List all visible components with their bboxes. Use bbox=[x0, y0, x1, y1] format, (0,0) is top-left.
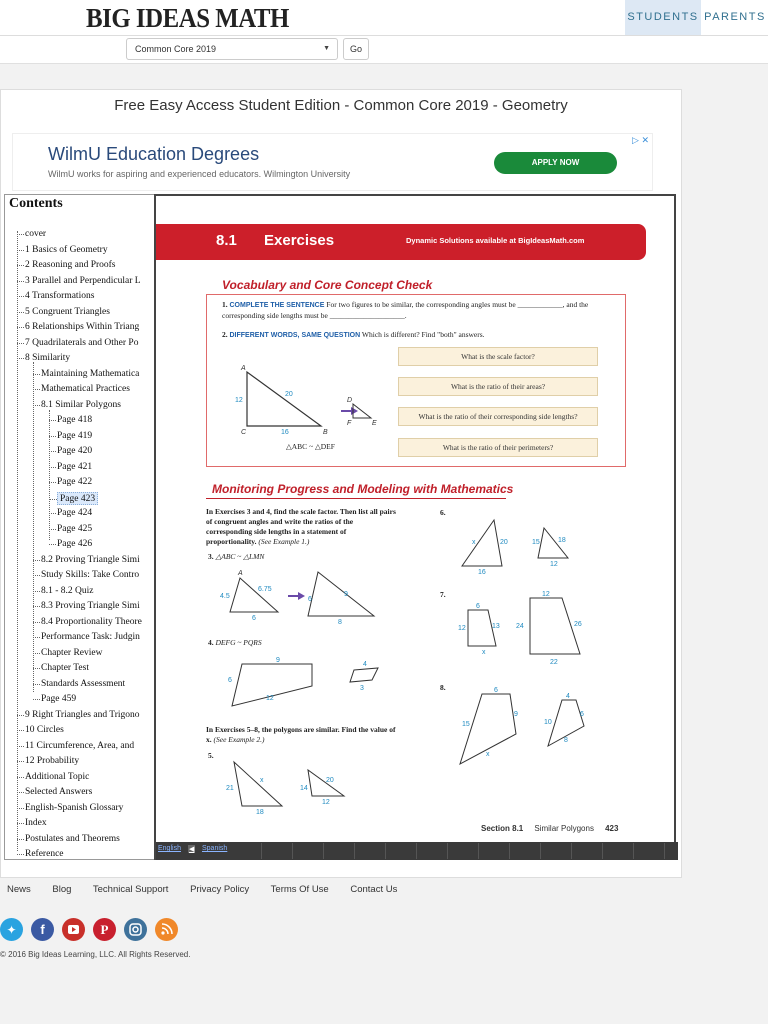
toc-item-label: cover bbox=[25, 229, 47, 239]
adchoices-close-icon[interactable]: ▷ ✕ bbox=[632, 135, 649, 145]
toc-item-label: 7 Quadrilaterals and Other Po bbox=[25, 337, 139, 348]
svg-text:22: 22 bbox=[550, 659, 558, 666]
footer-links bbox=[7, 884, 416, 895]
contents-sidebar[interactable] bbox=[4, 194, 156, 860]
toc-item-label: Page 459 bbox=[41, 694, 77, 704]
svg-text:4: 4 bbox=[566, 693, 570, 700]
toc-item[interactable] bbox=[25, 740, 134, 753]
svg-text:12: 12 bbox=[266, 695, 274, 702]
tree-connector bbox=[17, 746, 24, 747]
answer-box-2: What is the ratio of their areas? bbox=[398, 377, 598, 396]
svg-text:18: 18 bbox=[256, 809, 264, 816]
youtube-icon[interactable] bbox=[62, 918, 85, 941]
svg-text:x: x bbox=[486, 751, 490, 758]
ex3-num: 3. bbox=[208, 552, 214, 561]
toc-item-label: Page 420 bbox=[57, 446, 93, 456]
footer-link-contact[interactable]: Contact Us bbox=[350, 884, 398, 895]
footer-link-news[interactable]: News bbox=[7, 884, 31, 895]
instructions-5-8 bbox=[206, 725, 398, 745]
toolbar-cell[interactable] bbox=[236, 843, 262, 859]
tree-connector bbox=[17, 854, 24, 855]
exercise-8-figure bbox=[452, 686, 602, 776]
twitter-icon[interactable] bbox=[0, 918, 23, 941]
toc-item[interactable] bbox=[41, 585, 94, 598]
toc-item[interactable] bbox=[25, 352, 70, 365]
toc-item-label: Selected Answers bbox=[25, 787, 93, 797]
go-button[interactable]: Go bbox=[343, 38, 369, 60]
toc-item-label: Page 419 bbox=[57, 430, 93, 441]
svg-text:12: 12 bbox=[542, 591, 550, 598]
q2-label: 2. bbox=[222, 330, 228, 339]
tree-connector bbox=[50, 499, 57, 500]
toc-item[interactable] bbox=[57, 461, 92, 474]
toc-item-label: Standards Assessment bbox=[41, 678, 126, 689]
copyright: © 2016 Big Ideas Learning, LLC. All Rights Reserved. bbox=[0, 950, 191, 959]
toc-item-label: Page 426 bbox=[57, 539, 93, 549]
svg-text:4.5: 4.5 bbox=[220, 593, 230, 600]
svg-text:✦: ✦ bbox=[6, 923, 17, 937]
toc-item-label: 11 Circumference, Area, and bbox=[25, 740, 135, 751]
tree-connector bbox=[17, 265, 24, 266]
spanish-link[interactable]: Spanish bbox=[202, 845, 228, 852]
svg-text:13: 13 bbox=[492, 623, 500, 630]
contents-heading: Contents bbox=[9, 196, 63, 211]
svg-text:6: 6 bbox=[308, 596, 312, 603]
svg-text:6: 6 bbox=[228, 677, 232, 684]
tree-connector bbox=[33, 684, 40, 685]
toolbar-cell[interactable] bbox=[391, 843, 417, 859]
page-title: Free Easy Access Student Edition - Common Core 2019 - Geometry bbox=[114, 97, 568, 114]
toc-item-label: Maintaining Mathematica bbox=[41, 368, 140, 379]
svg-text:9: 9 bbox=[514, 711, 518, 718]
tree-connector bbox=[33, 699, 40, 700]
ex3-statement: △ABC ~ △LMN bbox=[215, 552, 265, 561]
svg-text:x: x bbox=[472, 539, 476, 546]
vocab-heading: Vocabulary and Core Concept Check bbox=[222, 278, 433, 292]
exercise-3-label bbox=[208, 552, 264, 562]
tree-connector bbox=[17, 358, 24, 359]
toc-item-label: Page 422 bbox=[57, 477, 93, 487]
tree-connector bbox=[17, 808, 24, 809]
question-1 bbox=[222, 300, 617, 321]
q2-bold: DIFFERENT WORDS, SAME QUESTION bbox=[229, 332, 361, 339]
toc-item[interactable] bbox=[41, 569, 139, 582]
instructions-3-4-ref: (See Example 1.) bbox=[258, 537, 310, 546]
exercise-6-figure bbox=[452, 514, 602, 574]
tree-connector bbox=[17, 250, 24, 251]
tree-connector bbox=[49, 420, 56, 421]
q1-bold: COMPLETE THE SENTENCE bbox=[229, 302, 325, 309]
toc-item-label: 12 Probability bbox=[25, 756, 80, 766]
toolbar-cell[interactable] bbox=[546, 843, 572, 859]
toolbar-cell[interactable] bbox=[608, 843, 634, 859]
nav-students[interactable]: STUDENTS bbox=[625, 0, 701, 35]
toc-item[interactable] bbox=[57, 414, 92, 427]
answer-box-1: What is the scale factor? bbox=[398, 347, 598, 366]
dynamic-solutions-note: Dynamic Solutions available at BigIdeasMath.com bbox=[406, 236, 585, 245]
toc-item[interactable] bbox=[57, 476, 92, 489]
svg-text:8: 8 bbox=[338, 619, 342, 626]
tree-connector bbox=[17, 312, 24, 313]
page-toolbar-strip bbox=[156, 842, 678, 860]
instructions-5-8-text: In Exercises 5–8, the polygons are similar. Find the value of x. bbox=[206, 725, 396, 744]
footer-link-support[interactable]: Technical Support bbox=[92, 884, 169, 895]
toolbar-cell[interactable] bbox=[639, 843, 665, 859]
instructions-5-8-ref: (See Example 2.) bbox=[213, 735, 265, 744]
chevron-down-icon: ▼ bbox=[323, 45, 330, 52]
svg-text:C: C bbox=[241, 429, 247, 436]
tree-connector bbox=[49, 544, 56, 545]
monitoring-heading: Monitoring Progress and Modeling with Mathematics bbox=[212, 482, 514, 496]
svg-text:14: 14 bbox=[300, 785, 308, 792]
textbook-page bbox=[154, 194, 676, 860]
exercise-7-figure bbox=[452, 591, 602, 666]
toc-item-label: 3 Parallel and Perpendicular L bbox=[25, 275, 141, 286]
toc-item-label: Reference bbox=[25, 849, 64, 859]
toc-item-label: 6 Relationships Within Triang bbox=[25, 322, 140, 332]
tree-connector bbox=[17, 761, 24, 762]
toc-item-label: Page 424 bbox=[57, 508, 93, 518]
ad-title[interactable]: WilmU Education Degrees bbox=[48, 144, 260, 164]
toc-item-label: Chapter Test bbox=[41, 663, 89, 673]
instructions-3-4 bbox=[206, 507, 398, 547]
tree-line bbox=[33, 362, 34, 692]
tree-connector bbox=[17, 715, 24, 716]
toc-item-label: Page 423 bbox=[60, 493, 96, 504]
svg-text:20: 20 bbox=[326, 777, 334, 784]
exercise-3-figure bbox=[216, 566, 386, 626]
exercise-7-label: 7. bbox=[440, 590, 446, 599]
svg-text:16: 16 bbox=[281, 429, 289, 436]
tree-connector bbox=[17, 343, 24, 344]
tree-connector bbox=[33, 591, 40, 592]
question-2 bbox=[222, 330, 617, 341]
toc-item-label: Chapter Review bbox=[41, 647, 103, 658]
toc-item-label: Page 425 bbox=[57, 523, 93, 534]
rss-icon[interactable] bbox=[155, 918, 178, 941]
toc-item-label: Mathematical Practices bbox=[41, 384, 130, 394]
tree-connector bbox=[49, 513, 56, 514]
toc-item-label: 9 Right Triangles and Trigono bbox=[25, 709, 140, 720]
toolbar-cell[interactable] bbox=[484, 843, 510, 859]
svg-text:P: P bbox=[100, 922, 109, 937]
toc-item-label: 8.2 Proving Triangle Simi bbox=[41, 554, 140, 565]
tree-connector bbox=[49, 436, 56, 437]
tree-connector bbox=[33, 606, 40, 607]
toc-item[interactable] bbox=[25, 709, 140, 722]
svg-text:x: x bbox=[260, 777, 264, 784]
footer-link-blog[interactable]: Blog bbox=[52, 884, 72, 895]
svg-text:A: A bbox=[238, 570, 243, 577]
toc-item-label: Study Skills: Take Contro bbox=[41, 570, 140, 580]
edition-select-bar bbox=[0, 36, 768, 64]
section-title: Exercises bbox=[264, 232, 335, 249]
tree-connector bbox=[33, 560, 40, 561]
exercise-5-figure bbox=[222, 756, 362, 816]
svg-text:x: x bbox=[482, 649, 486, 656]
ad-banner[interactable] bbox=[12, 133, 653, 191]
toc-item-label: 1 Basics of Geometry bbox=[25, 244, 108, 255]
toc-item[interactable] bbox=[25, 786, 92, 799]
pinterest-icon[interactable] bbox=[93, 918, 116, 941]
tree-connector bbox=[17, 823, 24, 824]
toc-item[interactable] bbox=[25, 817, 47, 830]
exercise-8-label: 8. bbox=[440, 683, 446, 692]
svg-text:f: f bbox=[40, 922, 45, 937]
toc-item-label: 8.1 - 8.2 Quiz bbox=[41, 585, 94, 596]
ex4-statement: DEFG ~ PQRS bbox=[215, 638, 262, 647]
toc-item-label: 8.3 Proving Triangle Simi bbox=[41, 601, 140, 611]
svg-text:E: E bbox=[372, 420, 377, 427]
site-logo[interactable]: BIG IDEAS MATH bbox=[86, 3, 289, 33]
svg-text:12: 12 bbox=[458, 625, 466, 632]
toolbar-cell[interactable] bbox=[329, 843, 355, 859]
exercise-6-label: 6. bbox=[440, 508, 446, 517]
exercise-4-figure bbox=[226, 654, 396, 714]
toc-item[interactable] bbox=[57, 445, 92, 458]
tree-connector bbox=[33, 668, 40, 669]
toc-item[interactable] bbox=[25, 802, 123, 815]
tree-line bbox=[49, 410, 50, 540]
q2-text: Which is different? Find "both" answers. bbox=[361, 330, 485, 339]
toc-item-label: Page 418 bbox=[57, 415, 93, 425]
toc-item[interactable] bbox=[41, 662, 89, 675]
ad-subtitle: WilmU works for aspiring and experienced educators. Wilmington University bbox=[48, 169, 351, 179]
toc-item-label: English-Spanish Glossary bbox=[25, 802, 124, 813]
svg-text:8: 8 bbox=[564, 737, 568, 744]
footer-section: Section 8.1 bbox=[481, 824, 524, 833]
toc-item[interactable] bbox=[25, 259, 116, 272]
page-footer bbox=[481, 824, 618, 833]
speaker-icon[interactable]: ◀ bbox=[189, 846, 195, 853]
q1-label: 1. bbox=[222, 300, 228, 309]
tree-connector bbox=[33, 622, 40, 623]
svg-text:12: 12 bbox=[550, 561, 558, 568]
svg-text:16: 16 bbox=[478, 569, 486, 576]
facebook-icon[interactable] bbox=[31, 918, 54, 941]
footer-title: Similar Polygons bbox=[534, 824, 594, 833]
svg-text:6.75: 6.75 bbox=[258, 586, 272, 593]
svg-text:12: 12 bbox=[235, 397, 243, 404]
svg-text:20: 20 bbox=[500, 539, 508, 546]
english-link[interactable]: English bbox=[158, 845, 181, 852]
toolbar-cell[interactable] bbox=[267, 843, 293, 859]
tree-connector bbox=[49, 451, 56, 452]
tree-line bbox=[17, 231, 18, 851]
tree-connector bbox=[49, 529, 56, 530]
toc-item[interactable] bbox=[25, 724, 64, 737]
ex4-num: 4. bbox=[208, 638, 214, 647]
answer-box-4: What is the ratio of their perimeters? bbox=[398, 438, 598, 457]
svg-text:6: 6 bbox=[580, 711, 584, 718]
toc-item[interactable] bbox=[25, 244, 108, 257]
toc-item-label: 10 Circles bbox=[25, 725, 64, 735]
svg-text:15: 15 bbox=[462, 721, 470, 728]
svg-text:4: 4 bbox=[363, 661, 367, 668]
tree-connector bbox=[17, 839, 24, 840]
tree-connector bbox=[49, 482, 56, 483]
section-number: 8.1 bbox=[216, 232, 237, 249]
tree-connector bbox=[49, 467, 56, 468]
toc-item-label: 2 Reasoning and Proofs bbox=[25, 260, 116, 270]
svg-text:6: 6 bbox=[476, 603, 480, 610]
toc-item-selected[interactable] bbox=[57, 492, 98, 505]
svg-text:15: 15 bbox=[532, 539, 540, 546]
toc-item[interactable] bbox=[41, 399, 121, 412]
toc-item[interactable] bbox=[41, 678, 125, 691]
toc-item[interactable] bbox=[25, 306, 110, 319]
svg-text:F: F bbox=[347, 420, 352, 427]
toolbar-cell[interactable] bbox=[298, 843, 324, 859]
tree-connector bbox=[17, 327, 24, 328]
footer-link-privacy[interactable]: Privacy Policy bbox=[190, 884, 250, 895]
toolbar-cell[interactable] bbox=[422, 843, 448, 859]
toc-item[interactable] bbox=[25, 275, 141, 288]
edition-select-value: Common Core 2019 bbox=[135, 44, 217, 54]
toc-item[interactable] bbox=[41, 631, 140, 644]
toc-item[interactable] bbox=[41, 368, 139, 381]
svg-text:21: 21 bbox=[226, 785, 234, 792]
exercise-4-label bbox=[208, 638, 262, 648]
toc-item[interactable] bbox=[57, 523, 92, 536]
svg-text:18: 18 bbox=[558, 537, 566, 544]
toc-item[interactable] bbox=[41, 693, 76, 706]
apply-now-button[interactable]: APPLY NOW bbox=[494, 152, 617, 174]
toolbar-cell[interactable] bbox=[577, 843, 603, 859]
tree-connector bbox=[17, 792, 24, 793]
toc-item[interactable] bbox=[57, 507, 92, 520]
tree-connector bbox=[33, 389, 40, 390]
svg-text:6: 6 bbox=[494, 687, 498, 694]
toc-item[interactable] bbox=[25, 755, 79, 768]
toc-item[interactable] bbox=[25, 228, 46, 241]
toc-item-label: 5 Congruent Triangles bbox=[25, 306, 110, 317]
footer-link-terms[interactable]: Terms Of Use bbox=[270, 884, 329, 895]
tree-connector bbox=[17, 777, 24, 778]
tree-connector bbox=[33, 374, 40, 375]
toc-item-label: Index bbox=[25, 818, 47, 828]
tree-connector bbox=[33, 637, 40, 638]
toc-item-label: 8.1 Similar Polygons bbox=[41, 399, 121, 410]
tree-connector bbox=[33, 653, 40, 654]
exercise-5-label: 5. bbox=[208, 751, 214, 760]
toc-item-label: 4 Transformations bbox=[25, 291, 95, 301]
top-bar bbox=[0, 0, 768, 36]
toc-item-label: Performance Task: Judgin bbox=[41, 632, 140, 642]
svg-text:A: A bbox=[241, 365, 246, 372]
toc-item-label: 8 Similarity bbox=[25, 353, 71, 363]
toc-item-label: Additional Topic bbox=[25, 771, 90, 782]
toc-item[interactable] bbox=[57, 430, 92, 443]
toc-item[interactable] bbox=[41, 647, 102, 660]
nav-parents[interactable]: PARENTS bbox=[704, 11, 766, 23]
svg-text:D: D bbox=[347, 397, 353, 404]
tree-connector bbox=[33, 575, 40, 576]
toc-item[interactable] bbox=[41, 600, 140, 613]
toolbar-cell[interactable] bbox=[515, 843, 541, 859]
toc-item-label: Postulates and Theorems bbox=[25, 833, 120, 844]
instructions-3-4-text: In Exercises 3 and 4, find the scale factor. Then list all pairs of congruent angles and write the ratios of the corresponding side lengths in a statement of proportionality. bbox=[206, 507, 396, 546]
tree-connector bbox=[17, 281, 24, 282]
svg-text:20: 20 bbox=[285, 391, 293, 398]
toc-item[interactable] bbox=[25, 337, 138, 350]
svg-text:12: 12 bbox=[322, 799, 330, 806]
svg-text:9: 9 bbox=[344, 591, 348, 598]
svg-text:24: 24 bbox=[516, 623, 524, 630]
toc-item[interactable] bbox=[57, 538, 92, 551]
q1-text: For two figures to be similar, the corresponding angles must be ____________, and the corresponding side lengths must be ____________________. bbox=[222, 300, 589, 320]
similarity-label: △ABC ~ △DEF bbox=[286, 442, 335, 451]
toc-item[interactable] bbox=[41, 383, 130, 396]
toc-item[interactable] bbox=[25, 321, 139, 334]
tree-connector bbox=[33, 405, 40, 406]
tree-connector bbox=[17, 730, 24, 731]
section-banner bbox=[156, 224, 646, 260]
footer-page-number: 423 bbox=[605, 824, 619, 833]
toc-item[interactable] bbox=[25, 848, 64, 861]
toc-item[interactable] bbox=[25, 833, 120, 846]
toc-item[interactable] bbox=[41, 554, 140, 567]
toc-item-label: 8.4 Proportionality Theore bbox=[41, 616, 142, 627]
toc-item-label: Page 421 bbox=[57, 461, 93, 472]
svg-text:6: 6 bbox=[252, 615, 256, 622]
answer-box-3: What is the ratio of their corresponding side lengths? bbox=[398, 407, 598, 426]
triangle-figure-abc-def bbox=[231, 356, 401, 456]
tree-connector bbox=[17, 296, 24, 297]
svg-text:B: B bbox=[323, 429, 328, 436]
toolbar-cell[interactable] bbox=[453, 843, 479, 859]
svg-text:26: 26 bbox=[574, 621, 582, 628]
tree-connector bbox=[17, 234, 24, 235]
toc-item[interactable] bbox=[41, 616, 142, 629]
svg-text:9: 9 bbox=[276, 657, 280, 664]
edition-select[interactable] bbox=[126, 38, 338, 60]
svg-text:10: 10 bbox=[544, 719, 552, 726]
svg-text:3: 3 bbox=[360, 685, 364, 692]
instagram-icon[interactable] bbox=[124, 918, 147, 941]
toc-item[interactable] bbox=[25, 290, 94, 303]
toolbar-cell[interactable] bbox=[360, 843, 386, 859]
toc-item[interactable] bbox=[25, 771, 89, 784]
